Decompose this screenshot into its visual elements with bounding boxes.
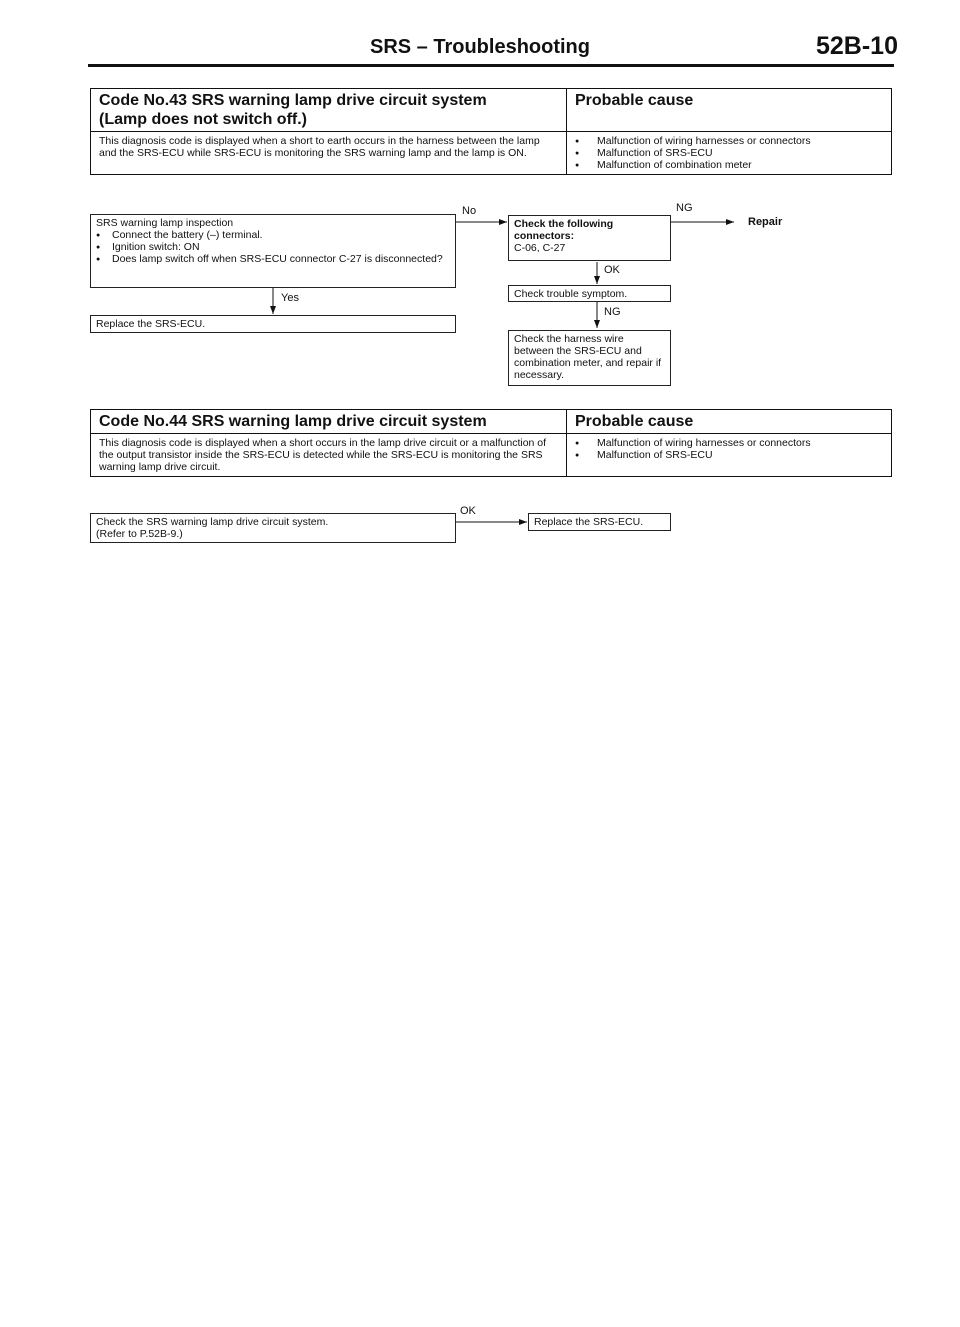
- code43-title-line2: (Lamp does not switch off.): [99, 111, 307, 128]
- label-ok-44: OK: [460, 505, 476, 517]
- page-number: 52B-10: [816, 32, 898, 60]
- code44-table: [90, 409, 892, 477]
- code44-cause-header: Probable cause: [575, 413, 694, 430]
- code43-cause: ● Malfunction of wiring harnesses or connectors: [575, 135, 883, 147]
- check-connectors-box: [508, 215, 671, 261]
- inspection-box: [90, 214, 456, 288]
- label-ng1: NG: [676, 202, 693, 214]
- check-circuit-line2: (Refer to P.52B-9.): [96, 528, 183, 540]
- check-harness-text: Check the harness wire between the SRS-ECU and combination meter, and repair if necessary.: [514, 333, 662, 381]
- code43-cause: ● Malfunction of SRS-ECU: [575, 147, 883, 159]
- label-ng2: NG: [604, 306, 621, 318]
- code43-description: This diagnosis code is displayed when a short to earth occurs in the harness between the lamp and the SRS-ECU while SRS-ECU is monitoring the SRS warning lamp and the lamp is ON.: [99, 135, 540, 159]
- check-connectors-line1: Check the following: [514, 218, 614, 230]
- inspection-step: ● Ignition switch: ON: [96, 241, 450, 253]
- replace-ecu-text-44: Replace the SRS-ECU.: [534, 516, 644, 528]
- label-yes: Yes: [281, 292, 299, 304]
- check-connectors-line2: connectors:: [514, 230, 575, 242]
- replace-ecu-box: [90, 315, 456, 333]
- code44-description: This diagnosis code is displayed when a short occurs in the lamp drive circuit or a malfunction of the output transistor inside the SRS-ECU is detected while the SRS-ECU is monitoring the SRS warning lamp drive circuit.: [99, 437, 547, 473]
- code44-cause: ● Malfunction of wiring harnesses or connectors: [575, 437, 883, 449]
- check-connectors-line3: C-06, C-27: [514, 242, 566, 254]
- replace-ecu-text: Replace the SRS-ECU.: [96, 318, 206, 330]
- replace-ecu-box-44: [528, 513, 671, 531]
- code44-cause: ● Malfunction of SRS-ECU: [575, 449, 883, 461]
- code43-cause-header: Probable cause: [575, 92, 694, 109]
- check-harness-box: [508, 330, 671, 386]
- label-ok: OK: [604, 264, 620, 276]
- label-no: No: [462, 205, 477, 217]
- check-circuit-box: [90, 513, 456, 543]
- code43-cause: ● Malfunction of combination meter: [575, 159, 883, 171]
- code44-title: Code No.44 SRS warning lamp drive circuit system: [99, 413, 487, 430]
- inspection-title: SRS warning lamp inspection: [96, 217, 234, 229]
- check-symptom-box: [508, 285, 671, 302]
- check-symptom-text: Check trouble symptom.: [514, 288, 628, 300]
- repair-label: Repair: [748, 216, 783, 228]
- page-title: SRS – Troubleshooting: [369, 36, 590, 58]
- inspection-step: ● Connect the battery (–) terminal.: [96, 229, 450, 241]
- inspection-step: ● Does lamp switch off when SRS-ECU connector C-27 is disconnected?: [96, 253, 450, 265]
- check-circuit-line1: Check the SRS warning lamp drive circuit system.: [96, 516, 329, 528]
- code43-title-line1: Code No.43 SRS warning lamp drive circuit system: [99, 92, 487, 109]
